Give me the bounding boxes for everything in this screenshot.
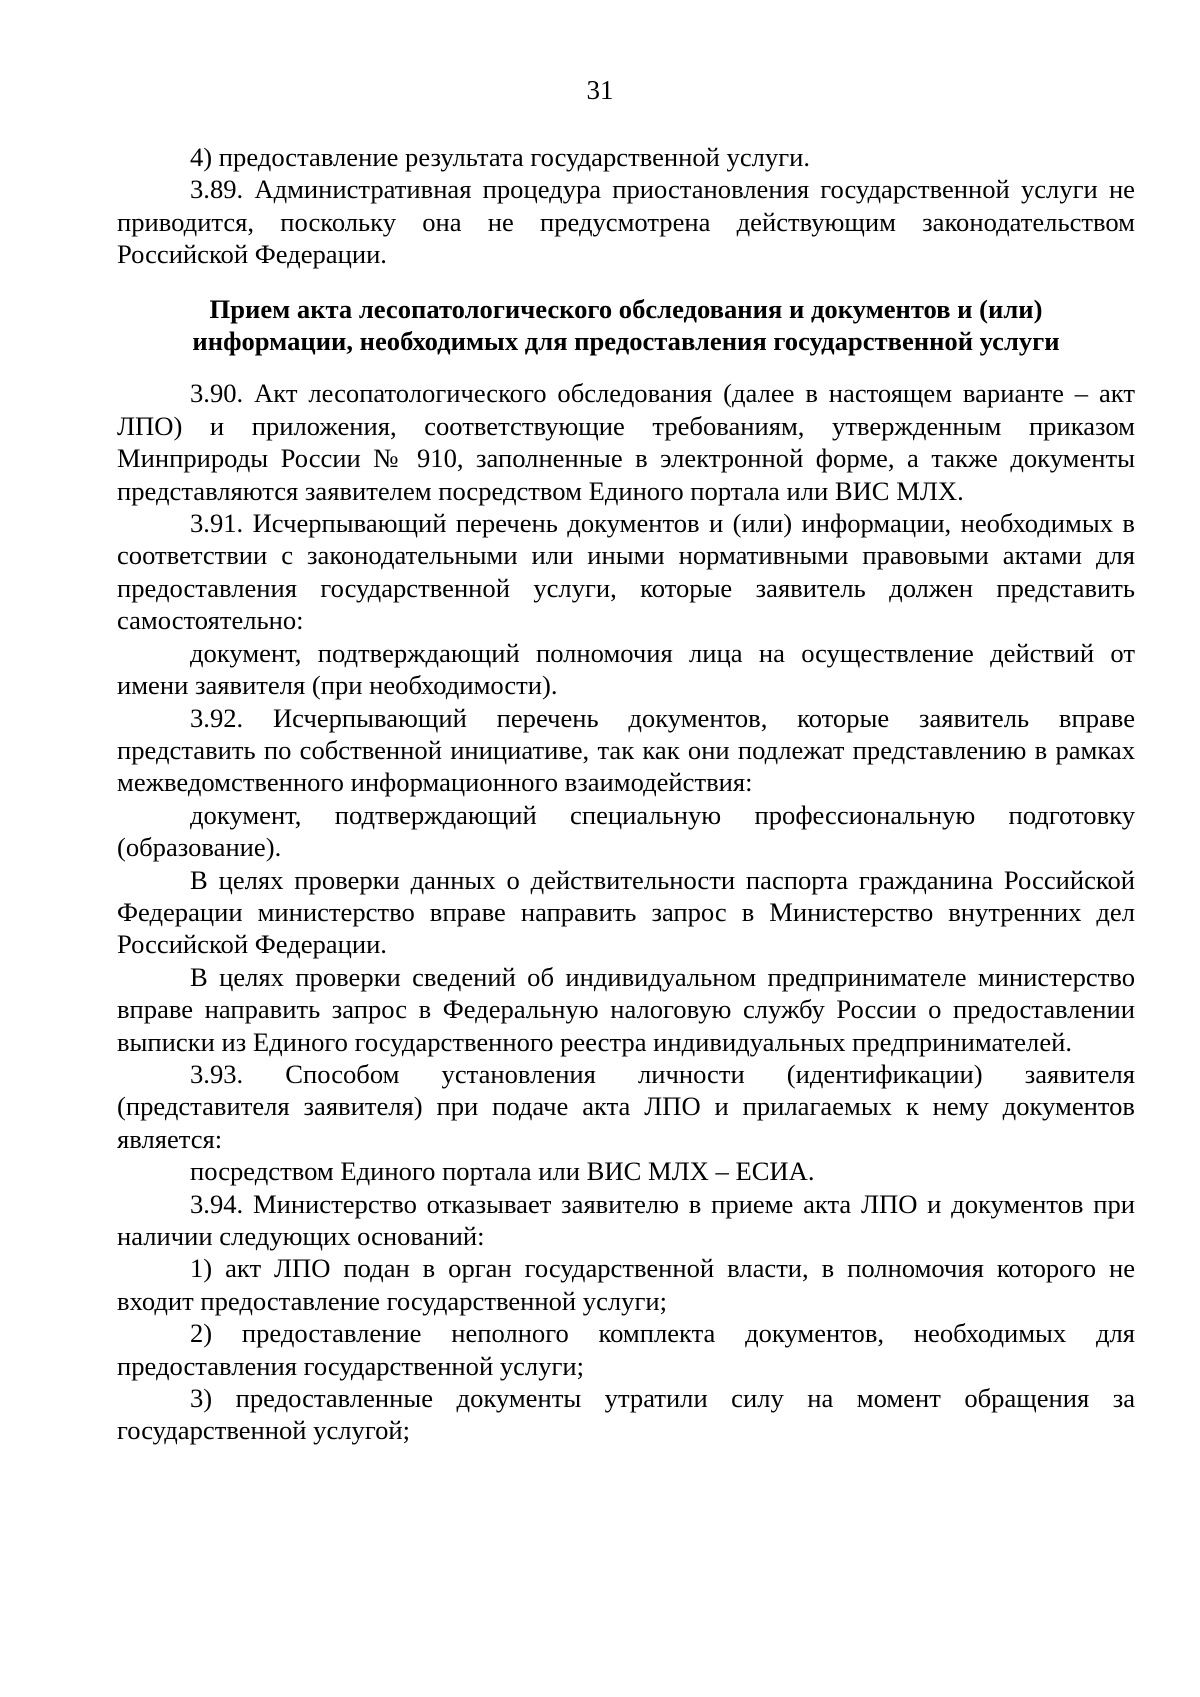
paragraph: 1) акт ЛПО подан в орган государственной власти, в полномочия которого не входит предоставление государственной услуги; <box>117 1253 1135 1316</box>
paragraph: 3.90. Акт лесопатологического обследования (далее в настоящем варианте – акт ЛПО) и приложения, соответствующие требованиям, утвержденным приказом Минприроды России № 910, заполненные в электронной форме, а также документы представляются заявителем посредством Единого портала или ВИС МЛХ. <box>117 378 1135 506</box>
paragraph: посредством Единого портала или ВИС МЛХ – ЕСИА. <box>190 1156 815 1187</box>
paragraph: В целях проверки сведений об индивидуальном предпринимателе министерство вправе направить запрос в Федеральную налоговую службу России о предоставлении выписки из Единого государственного реестра индивидуальных предпринимателей. <box>117 961 1135 1057</box>
paragraph: 3) предоставленные документы утратили силу на момент обращения за государственной услугой; <box>117 1383 1135 1446</box>
paragraph: 4) предоставление результата государственной услуги. <box>190 142 811 172</box>
paragraph: 3.92. Исчерпывающий перечень документов, которые заявитель вправе представить по собственной инициативе, так как они подлежат представлению в рамках межведомственного информационного взаимодействия: <box>117 702 1135 798</box>
document-body <box>117 141 1135 1447</box>
paragraph: 3.94. Министерство отказывает заявителю в приеме акта ЛПО и документов при наличии следующих оснований: <box>117 1188 1135 1251</box>
paragraph: документ, подтверждающий полномочия лица на осуществление действий от имени заявителя (при необходимости). <box>117 637 1135 701</box>
paragraph: В целях проверки данных о действительности паспорта гражданина Российской Федерации министерство вправе направить запрос в Министерство внутренних дел Российской Федерации. <box>117 864 1135 960</box>
paragraph: 2) предоставление неполного комплекта документов, необходимых для предоставления государственной услуги; <box>117 1318 1135 1381</box>
paragraph: документ, подтверждающий специальную профессиональную подготовку (образование). <box>117 799 1135 863</box>
page-number: 31 <box>586 75 614 105</box>
paragraph: 3.89. Административная процедура приостановления государственной услуги не приводится, поскольку она не предусмотрена действующим законодательством Российской Федерации. <box>117 174 1135 270</box>
paragraph: 3.93. Способом установления личности (идентификации) заявителя (представителя заявителя) при подаче акта ЛПО и прилагаемых к нему документов является: <box>117 1058 1135 1154</box>
paragraph: 3.91. Исчерпывающий перечень документов и (или) информации, необходимых в соответствии с законодательными или иными нормативными правовыми актами для предоставления государственной услуги, которые заявитель должен представить самостоятельно: <box>117 508 1135 636</box>
section-heading: Прием акта лесопатологического обследования и документов и (или) информации, необходимых для предоставления государственной услуги <box>192 293 1060 357</box>
